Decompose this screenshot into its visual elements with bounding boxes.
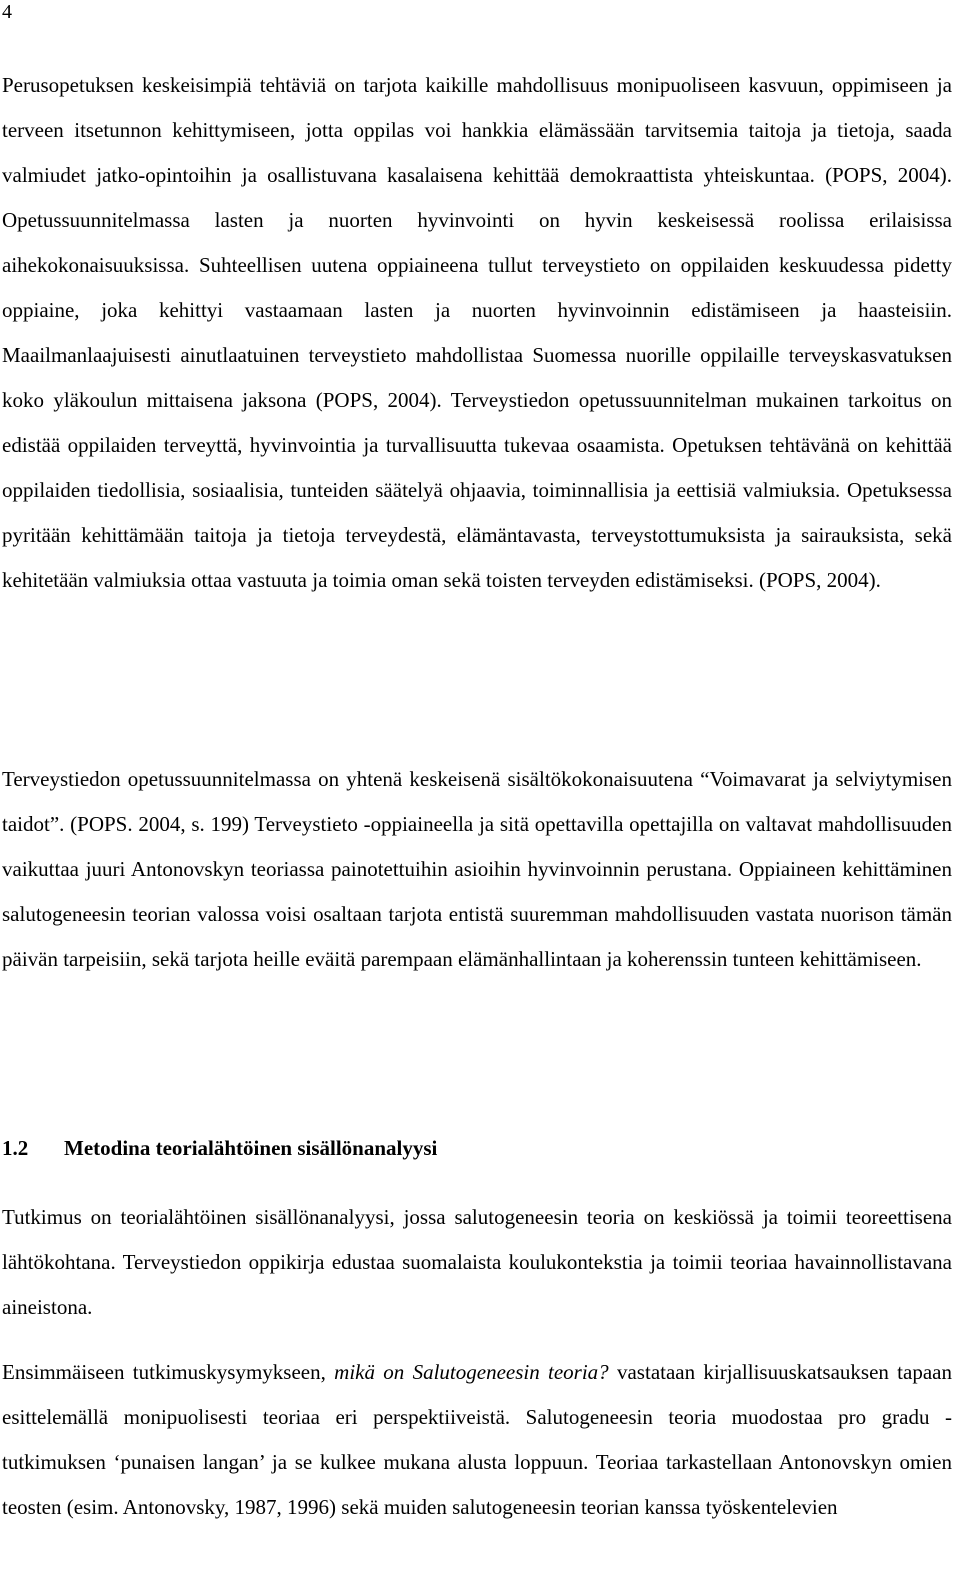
section-number: 1.2 <box>2 1136 29 1160</box>
page-number: 4 <box>2 1 12 23</box>
paragraph-4-start: Ensimmäiseen tutkimuskysymykseen, <box>2 1360 335 1384</box>
section-title: Metodina teorialähtöinen sisällönanalyysi <box>64 1136 438 1160</box>
section-heading <box>2 1126 437 1171</box>
paragraph-1: Perusopetuksen keskeisimpiä tehtäviä on tarjota kaikille mahdollisuus monipuoliseen kasvuun, oppimiseen ja terveen itsetunnon kehittymiseen, jotta oppilas voi hankkia elämässään tarvitsemia taitoja ja tietoja, saada valmiudet jatko-opintoihin ja osallistuvana kasalaisena kehittää demokraattista yhteiskuntaa. (POPS, 2004). Opetussuunnitelmassa lasten ja nuorten hyvinvointi on hyvin keskeisessä roolissa erilaisissa aihekokonaisuuksissa. Suhteellisen uutena oppiaineena tullut terveystieto on oppilaiden keskuudessa pidetty oppiaine, joka kehittyi vastaamaan lasten ja nuorten hyvinvoinnin edistämiseen ja haasteisiin. Maailmanlaajuisesti ainutlaatuinen terveystieto mahdollistaa Suomessa nuorille oppilaille terveyskasvatuksen koko yläkoulun mittaisena jaksona (POPS, 2004). Terveystiedon opetussuunnitelman mukainen tarkoitus on edistää oppilaiden terveyttä, hyvinvointia ja turvallisuutta tukevaa osaamista. Opetuksen tehtävänä on kehittää oppilaiden tiedollisia, sosiaalisia, tunteiden säätelyä ohjaavia, toiminnallisia ja eettisiä valmiuksia. Opetuksessa pyritään kehittämään taitoja ja tietoja terveydestä, elämäntavasta, terveystottumuksista ja sairauksista, sekä kehitetään valmiuksia ottaa vastuuta ja toimia oman sekä toisten terveyden edistämiseksi. (POPS, 2004). <box>2 73 952 592</box>
paragraph-2: Terveystiedon opetussuunnitelmassa on yhtenä keskeisenä sisältökokonaisuutena “Voimavarat ja selviytymisen taidot”. (POPS. 2004, s. 199) Terveystieto -oppiaineella ja sitä opettavilla opettajilla on valtavat mahdollisuuden vaikuttaa juuri Antonovskyn teoriassa painotettuihin asioihin hyvinvoinnin perustana. Oppiaineen kehittäminen salutogeneesin teorian valossa voisi osaltaan tarjota entistä suuremman mahdollisuuden vastata nuorison tämän päivän tarpeisiin, sekä tarjota heille eväitä parempaan elämänhallintaan ja koherenssin tunteen kehittämiseen. <box>2 767 952 971</box>
paragraph-3: Tutkimus on teorialähtöinen sisällönanalyysi, jossa salutogeneesin teoria on keskiössä ja toimii teoreettisena lähtökohtana. Terveystiedon oppikirja edustaa suomalaista koulukontekstia ja toimii teoriaa havainnollistavana aineistona. <box>2 1205 952 1319</box>
paragraph-4 <box>2 1350 952 1530</box>
research-question: mikä on Salutogeneesin teoria? <box>334 1360 609 1384</box>
paragraph-4-end: vastataan kirjallisuuskatsauksen tapaan esittelemällä monipuolisesti teoriaa eri perspektiiveistä. Salutogeneesin teoria muodostaa pro gradu -tutkimuksen ‘punaisen langan’ ja se kulkee mukana alusta loppuun. Teoriaa tarkastellaan Antonovskyn omien teosten (esim. Antonovsky, 1987, 1996) sekä muiden salutogeneesin teorian kanssa työskentelevien <box>2 1360 952 1519</box>
